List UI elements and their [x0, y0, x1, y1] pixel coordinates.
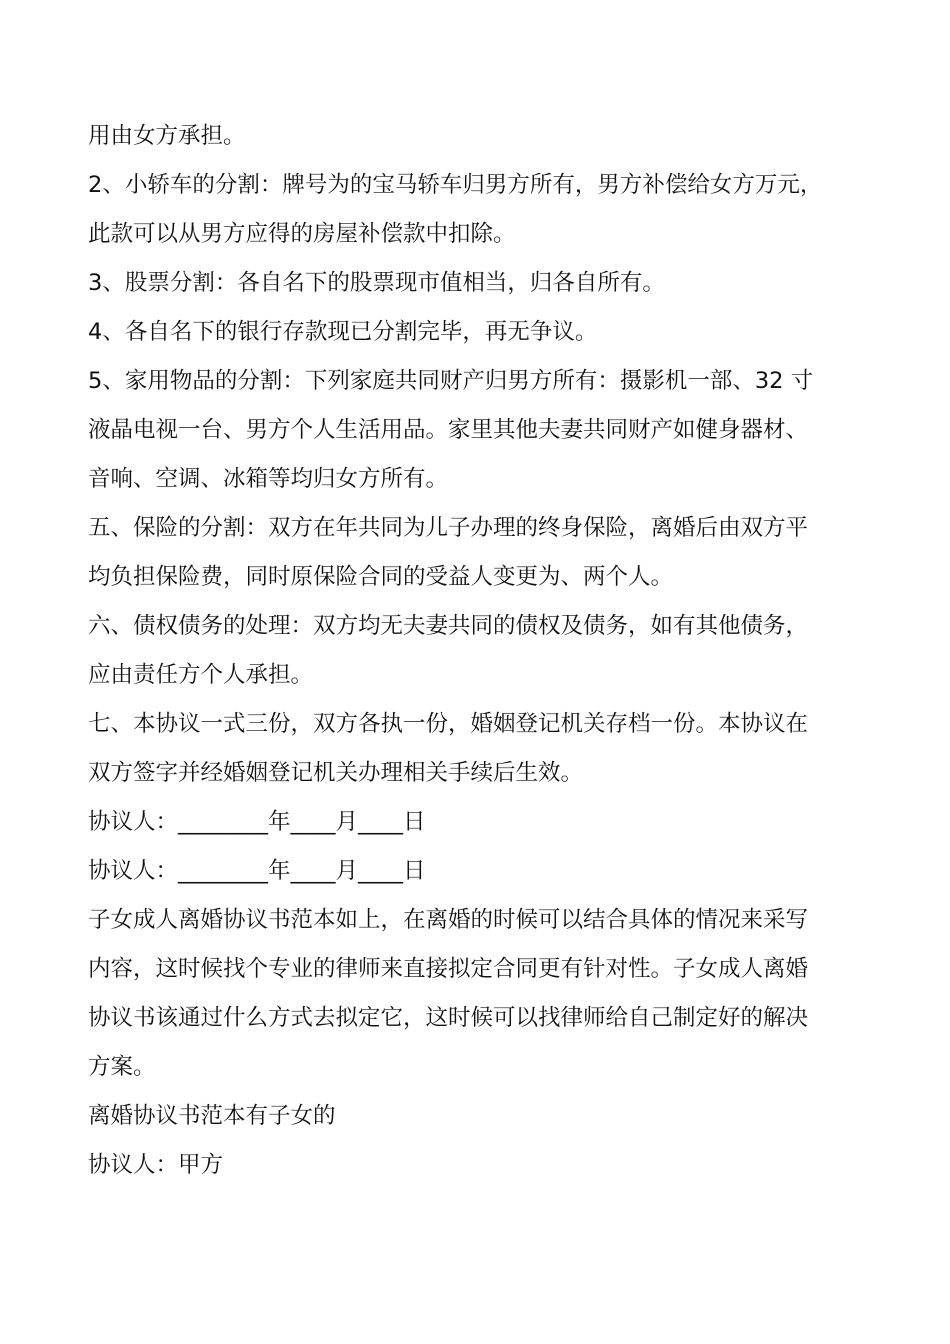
text-line: 五、保险的分割：双方在年共同为儿子办理的终身保险，离婚后由双方平	[88, 515, 809, 541]
paragraph-car-division	[88, 161, 868, 259]
document-body	[88, 112, 868, 1190]
paragraph-summary	[88, 896, 868, 1092]
paragraph-insurance	[88, 504, 868, 602]
text-line: 音响、空调、冰箱等均归女方所有。	[88, 466, 449, 492]
text-line: 内容，这时候找个专业的律师来直接拟定合同更有针对性。子女成人离婚	[88, 956, 809, 982]
text-line: 协议人：________年____月____日	[88, 858, 426, 884]
text-line: 3、股票分割：各自名下的股票现市值相当，归各自所有。	[88, 270, 665, 296]
paragraph-bank-deposit	[88, 308, 868, 357]
text-line: 七、本协议一式三份，双方各执一份，婚姻登记机关存档一份。本协议在	[88, 711, 809, 737]
text-line: 协议人：________年____月____日	[88, 809, 426, 835]
text-line: 协议人：甲方	[88, 1152, 224, 1178]
text-line: 用由女方承担。	[88, 123, 246, 149]
text-line: 2、小轿车的分割：牌号为的宝马轿车归男方所有，男方补偿给女方万元，	[88, 172, 823, 198]
text-line: 应由责任方个人承担。	[88, 662, 314, 688]
text-line: 子女成人离婚协议书范本如上，在离婚的时候可以结合具体的情况来采写	[88, 907, 809, 933]
text-line: 此款可以从男方应得的房屋补偿款中扣除。	[88, 221, 516, 247]
text-line: 4、各自名下的银行存款现已分割完毕，再无争议。	[88, 319, 598, 345]
text-line: 液晶电视一台、男方个人生活用品。家里其他夫妻共同财产如健身器材、	[88, 417, 809, 443]
text-line: 离婚协议书范本有子女的	[88, 1103, 336, 1129]
text-line: 方案。	[88, 1054, 156, 1080]
text-line: 5、家用物品的分割：下列家庭共同财产归男方所有：摄影机一部、32 寸	[88, 368, 814, 394]
party-a-line	[88, 1141, 868, 1190]
signature-line-1	[88, 798, 868, 847]
text-line: 均负担保险费，同时原保险合同的受益人变更为、两个人。	[88, 564, 674, 590]
paragraph-debts	[88, 602, 868, 700]
section-heading	[88, 1092, 868, 1141]
text-line: 协议书该通过什么方式去拟定它，这时候可以找律师给自己制定好的解决	[88, 1005, 809, 1031]
paragraph-household-items	[88, 357, 868, 504]
text-line: 六、债权债务的处理：双方均无夫妻共同的债权及债务，如有其他债务，	[88, 613, 809, 639]
paragraph-stock-division	[88, 259, 868, 308]
signature-line-2	[88, 847, 868, 896]
paragraph-expense-clause	[88, 112, 868, 161]
text-line: 双方签字并经婚姻登记机关办理相关手续后生效。	[88, 760, 584, 786]
paragraph-copies	[88, 700, 868, 798]
